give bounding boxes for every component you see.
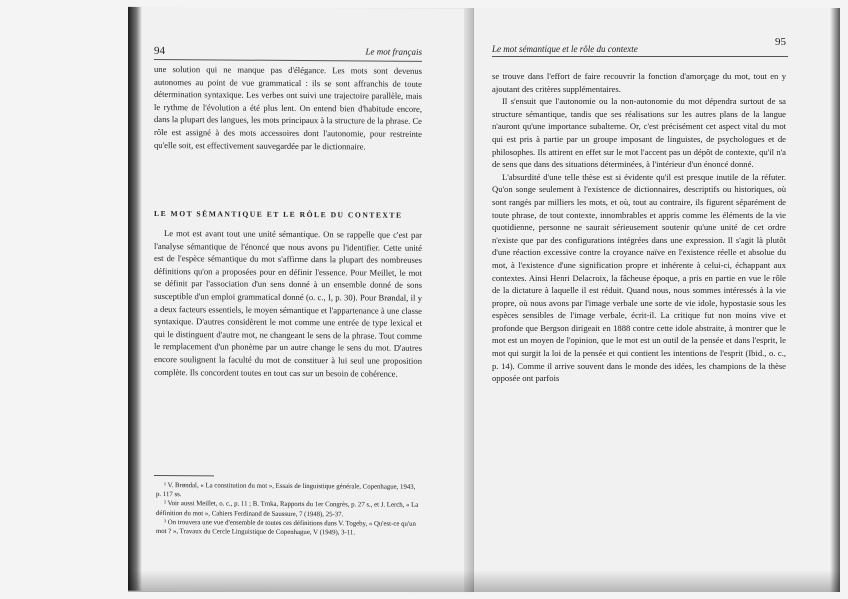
right-page-number: 95: [775, 36, 786, 48]
left-page-number: 94: [154, 44, 165, 58]
left-para-1: [154, 63, 422, 153]
footnote: ² Voir aussi Meillet, o. c., p. 11 ; B. Trnka, Rapports du 1er Congrès, p. 27 s., et J. Lerch, « La définition du mot », Cahiers Ferdinand de Saussure, 7 (1948), 25-37.: [156, 500, 419, 518]
left-page: [128, 7, 470, 593]
paragraph: une solution qui ne manque pas d'élégance. Les mots sont devenus autonomes au point de vue grammatical : ils se sont affranchis de toute détermination syntaxique. Les verbes ont suivi une trajectoire parallèle, mais le rythme de l'évolution a été plus lent. On entend bien d'habitude encore, dans la plupart des langues, les mots principaux à la structure de la phrase. Ce rôle est assigné à des mots accessoires dont l'autonomie, pour restreinte qu'elle soit, est effectivement sauvegardée par le dictionnaire.: [154, 63, 422, 152]
page-edge-right: [830, 8, 840, 592]
paragraph: L'absurdité d'une telle thèse est si évidente qu'il est presque inutile de la réfuter. Qu'on songe seulement à l'existence de dictionnaires, descriptifs ou historiques, où sont rangés par milliers les mots, et où, tout au contraire, ils figurent séparément de toute phrase, de tout contexte, innombrables et appris comme les éléments de la vie quotidienne, personne ne saurait sérieusement soutenir qu'une unité de cet ordre n'existe que par des configurations intégrées dans une expression. Il s'agit là plutôt d'une réaction excessive contre la croyance naïve en l'existence réelle et absolue du mot, à l'existence d'une signification propre et inhérente à celui-ci, échappant aux contextes. Ainsi Henri Delacroix, la fâcheuse époque, a pris en partie en vue le rôle de la dictature à laquelle il est réduit. Quand nous, nous sommes intéressés à la vie propre, où nous avons par l'image verbale une sorte de vie idole, hypostasie sous les espèces sensibles de l'image verbale, écrit-il. La critique fut non moins vive et profonde que Bergson dirigeait en 1888 contre cette idole abstraite, à montrer que le mot est un moyen de l'opinion, que le mot est un outil de la pensée et dans l'esprit, le mot qui surgit la loi de la pensée et qui contient les intentions de l'esprit (Ibid., o. c., p. 14). Comme il arrive souvent dans le monde des idées, les champions de la thèse opposée ont parfois: [492, 171, 786, 384]
footnote: ³ On trouvera une vue d'ensemble de toutes ces définitions dans V. Togeby, « Qu'est-ce qu'un mot ? », Travaux du Cercle Linguistique de Copenhague, V (1949), 3-11.: [156, 518, 416, 537]
right-page: [474, 8, 840, 592]
right-text-block: [492, 70, 786, 385]
left-running-title: Le mot français: [365, 46, 422, 57]
footnotes: [156, 481, 420, 538]
bottom-shadow: [128, 570, 840, 592]
page-edge-left: [128, 7, 142, 591]
section-title: LE MOT SÉMANTIQUE ET LE RÔLE DU CONTEXTE: [154, 208, 403, 220]
left-para-2: [154, 227, 422, 380]
book-spread: [128, 8, 840, 592]
footnote: ¹ V. Brøndal, « La constitution du mot », Essais de linguistique générale, Copenhague, 1943, p. 117 ss.: [156, 482, 416, 499]
right-running-title: Le mot sémantique et le rôle du contexte: [492, 44, 638, 54]
paragraph: Le mot est avant tout une unité sémantique. On se rappelle que c'est par l'analyse sémantique de l'énoncé que nous avons pu l'identifier. Cette unité est de l'espèce sémantique du mot s'affirme dans la plupart des nombreuses définitions qu'on a proposées pour en définir l'essence. Pour Meillet, le mot se définit par l'association d'un sens donné à un ensemble donné de sons susceptible d'un emploi grammatical donné (o. c., I, p. 30). Pour Brøndal, il y a deux facteurs essentiels, le moyen sémantique et l'appartenance à une classe syntaxique. D'autres considèrent le mot comme une entrée de type lexical et qui le distinguent d'autre mot, ne changeant le sens de la phrase. Tout comme le remplacement d'un phonème par un autre change le sens du mot. D'autres encore soulignent la faculté du mot de constituer à lui seul une proposition complète. Ils concordent toutes en tout cas sur un besoin de cohérence.: [154, 228, 422, 379]
header-rule: [154, 59, 422, 62]
paragraph: se trouve dans l'effort de faire recouvrir la fonction d'amorçage du mot, tout en y ajoutant des critères supplémentaires.: [492, 71, 786, 94]
paragraph: Il s'ensuit que l'autonomie ou la non-autonomie du mot dépendra surtout de sa structure sémantique, tandis que ses réalisations sur les autres plans de la langue n'auront qu'une importance subalterne. Or, c'est précisément cet aspect vital du mot qui est pris à partie par un groupe imposant de linguistes, de psychologues et de philosophes. Ils attirent en effet sur le mot l'accent pas un dépôt de contexte, qu'il n'a de sens que dans des situations déterminées, à l'intérieur d'un énoncé donné.: [492, 96, 786, 170]
header-rule: [492, 56, 788, 57]
footnote-rule: [154, 475, 214, 476]
